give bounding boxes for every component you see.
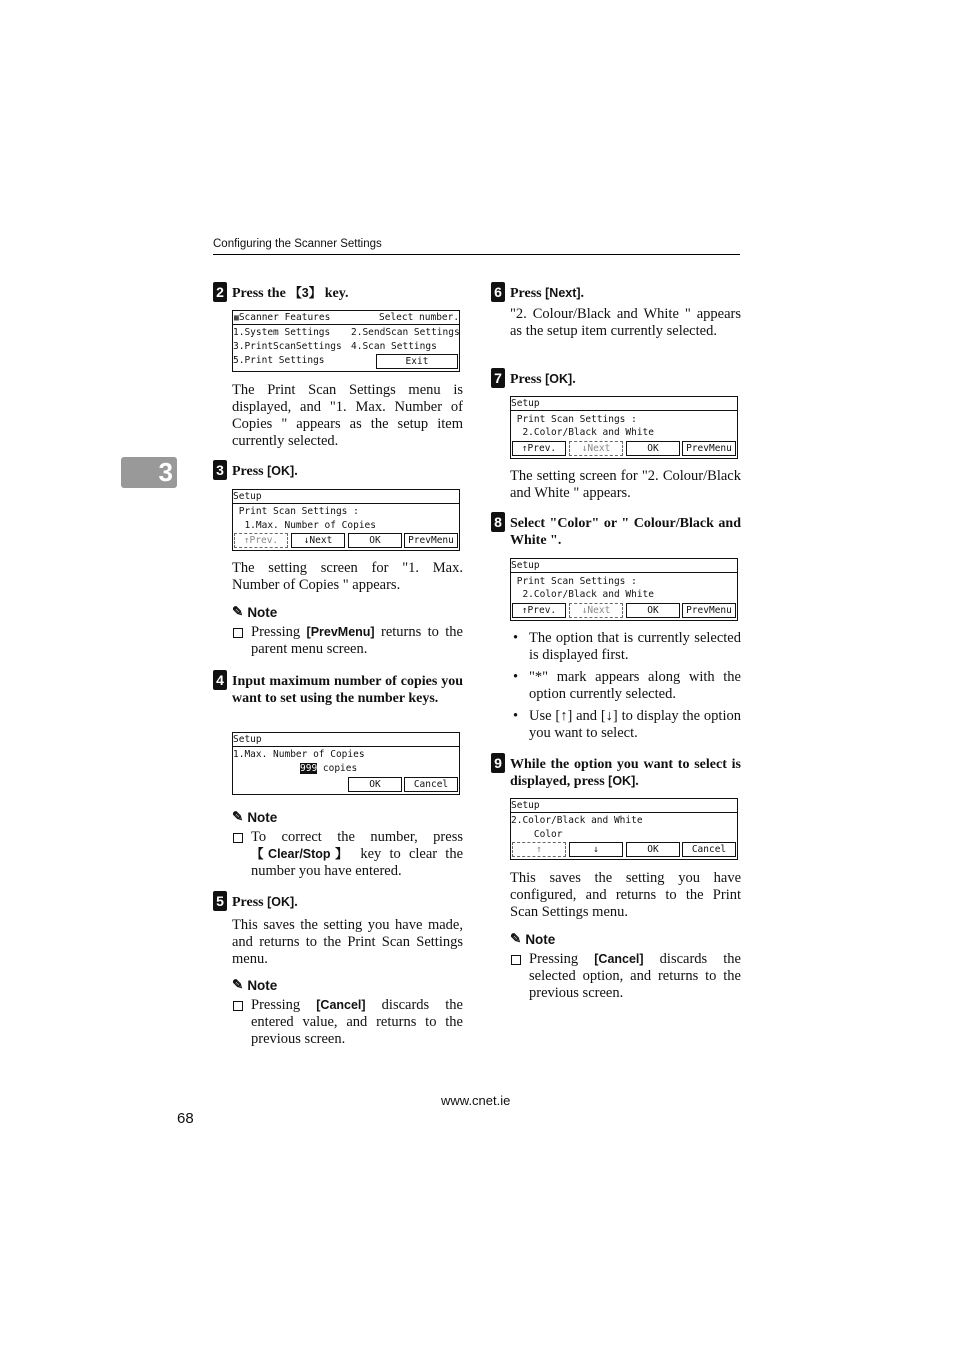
lcd-setup-color: Setup Print Scan Settings : 2.Color/Black and White ↑Prev. ↓Next OK PrevMenu [510, 396, 738, 459]
page-number: 68 [177, 1110, 194, 1127]
step-4: 4 Input maximum number of copies you want to set using the number keys. [232, 673, 463, 707]
step-5: 5 Press [OK]. [232, 894, 463, 911]
step-number: 3 [213, 460, 227, 480]
right-step-8-wrap [494, 514, 741, 549]
pencil-icon: ✎ [232, 977, 244, 992]
right-step-9-wrap [494, 755, 741, 790]
exit-button[interactable]: Exit [376, 354, 458, 369]
step-number: 6 [491, 282, 505, 302]
bullet-list [510, 630, 741, 742]
step-9: 9 While the option you want to select is displayed, press [OK]. [510, 756, 741, 790]
step-7: 7 Press [OK]. [510, 371, 741, 388]
next-button[interactable]: ↓Next [569, 603, 623, 618]
right-para-2: The setting screen for "2. Colour/Black and White " appears. [510, 468, 741, 501]
ok-button[interactable]: OK [626, 603, 680, 618]
lcd-setup-max-copies: Setup Print Scan Settings : 1.Max. Number of Copies ↑Prev. ↓Next OK PrevMenu [232, 489, 460, 551]
left-column [216, 284, 463, 302]
list-item: • Use [↑] and [↓] to display the option you want to select. [510, 708, 741, 742]
lcd-color-option: Setup 2.Color/Black and White Color ↑ ↓ OK Cancel [510, 798, 738, 860]
menu-item-sendscan-settings[interactable]: 2.SendScan Settings [351, 327, 460, 338]
list-item: • "*" mark appears along with the option currently selected. [510, 669, 741, 703]
lcd-scanner-features: ▦Scanner Features Select number. 1.System Settings 2.SendScan Settings 3.PrintScanSettings 4.Scan Settings 5.Print Settings Exit [232, 310, 460, 372]
key-label: [OK] [608, 774, 636, 788]
ok-button[interactable]: OK [348, 777, 402, 792]
step-number: 5 [213, 891, 227, 911]
lcd-setup-color-select: Setup Print Scan Settings : 2.Color/Black and White ↑Prev. ↓Next OK PrevMenu [510, 558, 738, 621]
ok-button[interactable]: OK [626, 441, 680, 456]
step-2: 2 Press the 【3】 key. [232, 285, 463, 302]
note-3: ✎ Note Pressing [Cancel] discards the entered value, and returns to the previous screen. [232, 977, 463, 1047]
key-label: [OK] [267, 464, 295, 478]
checkbox-bullet-icon [233, 1001, 243, 1011]
menu-item-system-settings[interactable]: 1.System Settings [233, 327, 331, 338]
ok-button[interactable]: OK [626, 842, 680, 857]
step-3: 3 Press [OK]. [232, 463, 463, 480]
checkbox-bullet-icon [233, 628, 243, 638]
step-number: 2 [213, 282, 227, 302]
next-button[interactable]: ↓Next [291, 533, 345, 548]
key-label: [Next] [545, 286, 581, 300]
right-para-3: This saves the setting you have configured, and returns to the Print Scan Settings menu. [510, 870, 741, 920]
note-2: ✎ Note To correct the number, press 【Clear/Stop】 key to clear the number you have entered. [232, 809, 464, 879]
left-step-3-wrap [216, 462, 463, 480]
header-rule [213, 254, 740, 255]
prevmenu-button[interactable]: PrevMenu [404, 533, 458, 548]
note-1: ✎ Note Pressing [PrevMenu] returns to the parent menu screen. [232, 604, 463, 657]
left-step-5-wrap [216, 893, 463, 911]
chapter-tab: 3 [121, 457, 177, 488]
checkbox-bullet-icon [511, 955, 521, 965]
menu-item-scan-settings[interactable]: 4.Scan Settings [351, 341, 437, 352]
left-para-2: The setting screen for "1. Max. Number of Copies " appears. [232, 560, 463, 593]
step-6: 6 Press [Next]. [510, 285, 741, 302]
prevmenu-button[interactable]: PrevMenu [682, 603, 736, 618]
prev-button[interactable]: ↑Prev. [234, 533, 288, 548]
copies-value[interactable]: 999 [300, 763, 318, 774]
step-number: 8 [491, 512, 505, 532]
menu-item-printscan-settings[interactable]: 3.PrintScanSettings [233, 341, 342, 352]
step-number: 4 [213, 670, 227, 690]
prev-button[interactable]: ↑Prev. [512, 441, 566, 456]
key-label: [OK] [545, 372, 573, 386]
up-arrow-button[interactable]: ↑ [512, 842, 566, 857]
checkbox-bullet-icon [233, 833, 243, 843]
cancel-button[interactable]: Cancel [682, 842, 736, 857]
left-step-4-wrap [216, 672, 463, 707]
key-label: 【3】 [289, 286, 322, 300]
note-4: ✎ Note Pressing [Cancel] discards the selected option, and returns to the previous screen. [510, 931, 741, 1001]
down-arrow-button[interactable]: ↓ [569, 842, 623, 857]
pencil-icon: ✎ [232, 809, 244, 824]
lcd-max-copies-input: Setup 1.Max. Number of Copies 999 copies OK Cancel [232, 732, 460, 795]
key-label: [OK] [267, 895, 295, 909]
step-number: 9 [491, 753, 505, 773]
list-item: • The option that is currently selected is displayed first. [510, 630, 741, 664]
pencil-icon: ✎ [510, 931, 522, 946]
footer-url: www.cnet.ie [441, 1093, 511, 1108]
cancel-button[interactable]: Cancel [404, 777, 458, 792]
right-para-1: "2. Colour/Black and White " appears as the setup item currently selected. [510, 306, 741, 339]
prevmenu-button[interactable]: PrevMenu [682, 441, 736, 456]
step-8: 8 Select "Color" or " Colour/Black and White ". [510, 515, 741, 549]
next-button[interactable]: ↓Next [569, 441, 623, 456]
right-step-7-wrap [494, 370, 741, 388]
left-para-3: This saves the setting you have made, and returns to the Print Scan Settings menu. [232, 917, 463, 967]
pencil-icon: ✎ [232, 604, 244, 619]
step-number: 7 [491, 368, 505, 388]
running-header: Configuring the Scanner Settings [213, 238, 382, 250]
prev-button[interactable]: ↑Prev. [512, 603, 566, 618]
ok-button[interactable]: OK [348, 533, 402, 548]
left-para-1: The Print Scan Settings menu is displayed, and "1. Max. Number of Copies " appears as the setup item currently selected. [232, 382, 463, 449]
menu-item-print-settings[interactable]: 5.Print Settings [233, 355, 325, 366]
right-step-6-wrap [494, 284, 741, 302]
